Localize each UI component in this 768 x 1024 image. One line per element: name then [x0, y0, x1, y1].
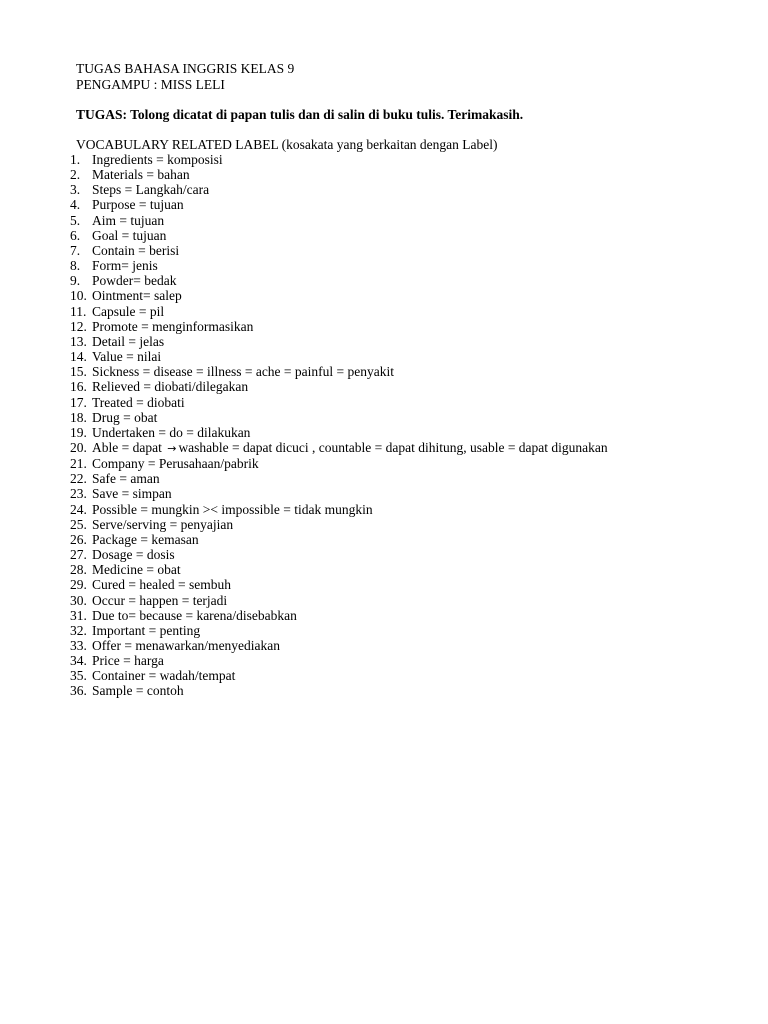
list-item-content: [92, 486, 172, 501]
list-item-number: 27.: [70, 547, 87, 563]
list-item-text: Form= jenis: [92, 258, 158, 274]
list-item: [70, 425, 608, 440]
list-item-text: Goal = tujuan: [92, 227, 167, 243]
list-item-text: Capsule = pil: [92, 303, 165, 319]
list-item-content: [92, 152, 223, 167]
list-item-number: 16.: [70, 379, 87, 395]
list-item-text: Dosage = dosis: [92, 547, 175, 563]
vocabulary-heading: VOCABULARY RELATED LABEL (kosakata yang berkaitan dengan Label): [76, 137, 498, 152]
list-item: [70, 577, 608, 592]
list-item: [70, 486, 608, 501]
list-item: [70, 349, 608, 364]
list-item-content: [92, 334, 164, 349]
list-item-content: [92, 197, 184, 212]
list-item-text: Aim = tujuan: [92, 212, 165, 228]
list-item-content: [92, 638, 280, 653]
list-item-number: 11.: [70, 303, 87, 319]
list-item: [70, 608, 608, 623]
list-item-number: 9.: [70, 273, 81, 289]
document-header: [76, 61, 294, 92]
list-item: [70, 243, 608, 258]
list-item: [70, 152, 608, 167]
list-item-content: [92, 425, 250, 440]
list-item-number: 29.: [70, 577, 87, 593]
list-item: [70, 288, 608, 303]
list-item-text: Drug = obat: [92, 409, 158, 425]
list-item: [70, 623, 608, 638]
list-item-text: Possible = mungkin >< impossible = tidak mungkin: [92, 501, 373, 517]
header-title: TUGAS BAHASA INGGRIS KELAS 9: [76, 61, 295, 76]
list-item: [70, 273, 608, 288]
list-item-text: Materials = bahan: [92, 167, 190, 183]
list-item-text: Purpose = tujuan: [92, 197, 184, 213]
list-item-content: [92, 182, 209, 197]
list-item-number: 35.: [70, 668, 87, 684]
list-item: [70, 197, 608, 212]
list-item-content: [92, 395, 185, 410]
list-item-content: [92, 273, 176, 288]
list-item: [70, 395, 608, 410]
task-instruction: TUGAS: Tolong dicatat di papan tulis dan di salin di buku tulis. Terimakasih.: [76, 107, 524, 122]
list-item: [70, 334, 608, 349]
list-item-content: [92, 683, 184, 698]
list-item: [70, 258, 608, 273]
list-item-number: 22.: [70, 471, 87, 487]
list-item-content: [92, 410, 157, 425]
list-item: [70, 547, 608, 562]
list-item-number: 17.: [70, 394, 87, 410]
list-item-number: 15.: [70, 364, 87, 380]
list-item: [70, 228, 608, 243]
list-item-number: 18.: [70, 409, 87, 425]
list-item: [70, 532, 608, 547]
list-item-text: Relieved = diobati/dilegakan: [92, 379, 249, 395]
list-item-text: Company = Perusahaan/pabrik: [92, 456, 259, 472]
list-item-text: Medicine = obat: [92, 562, 181, 578]
list-item: [70, 379, 608, 394]
list-item-number: 26.: [70, 531, 87, 547]
header-teacher: PENGAMPU : MISS LELI: [76, 76, 225, 92]
list-item-number: 25.: [70, 516, 87, 532]
list-item-text: Detail = jelas: [92, 333, 165, 349]
list-item-text: Container = wadah/tempat: [92, 668, 236, 684]
list-item-content: [92, 653, 164, 668]
list-item-text-extension: washable = dapat dicuci , countable = dapat dihitung, usable = dapat digunakan: [178, 439, 608, 455]
list-item-content: [92, 319, 253, 334]
list-item: [70, 410, 608, 425]
list-item-number: 12.: [70, 318, 87, 334]
list-item-content: [92, 349, 161, 364]
list-item-number: 2.: [70, 167, 81, 183]
list-item-text: Powder= bedak: [92, 273, 177, 289]
list-item-text: Sample = contoh: [92, 683, 184, 699]
list-item-text: Serve/serving = penyajian: [92, 516, 234, 532]
list-item-text: Treated = diobati: [92, 394, 185, 410]
list-item: [70, 471, 608, 486]
list-item: [70, 456, 608, 471]
list-item-content: [92, 213, 164, 228]
list-item-content: [92, 228, 166, 243]
list-item-content: [92, 288, 182, 303]
list-item-number: 20.: [70, 439, 87, 455]
list-item-text: Value = nilai: [92, 349, 162, 365]
list-item-number: 4.: [70, 197, 81, 213]
list-item-text: Safe = aman: [92, 471, 160, 487]
list-item-text: Due to= because = karena/disebabkan: [92, 607, 297, 623]
list-item-text: Occur = happen = terjadi: [92, 592, 228, 608]
list-item: [70, 167, 608, 182]
list-item: [70, 517, 608, 532]
list-item-content: [92, 562, 181, 577]
list-item-text: Save = simpan: [92, 486, 172, 502]
list-item-number: 8.: [70, 258, 81, 274]
list-item-text: Promote = menginformasikan: [92, 318, 254, 334]
list-item: [70, 213, 608, 228]
list-item-number: 28.: [70, 562, 87, 578]
list-item-number: 7.: [70, 242, 81, 258]
list-item-number: 10.: [70, 288, 87, 304]
list-item-text: Price = harga: [92, 653, 164, 669]
list-item-text: Contain = berisi: [92, 242, 180, 258]
list-item-text: Steps = Langkah/cara: [92, 182, 210, 198]
list-item-content: [92, 243, 179, 258]
list-item-content: [92, 547, 175, 562]
list-item: [70, 304, 608, 319]
list-item-number: 14.: [70, 349, 87, 365]
list-item-text: Ointment= salep: [92, 288, 182, 304]
list-item: [70, 182, 608, 197]
list-item-content: [92, 440, 608, 456]
list-item-content: [92, 532, 199, 547]
list-item-number: 3.: [70, 182, 81, 198]
list-item-content: [92, 502, 373, 517]
list-item-content: [92, 623, 200, 638]
list-item-number: 19.: [70, 424, 87, 440]
list-item-number: 31.: [70, 607, 87, 623]
list-item: [70, 319, 608, 334]
list-item-content: [92, 258, 158, 273]
list-item-text: Cured = healed = sembuh: [92, 577, 231, 593]
list-item: [70, 562, 608, 577]
list-item: [70, 638, 608, 653]
list-item-number: 24.: [70, 501, 87, 517]
list-item-content: [92, 517, 233, 532]
list-item-text: Undertaken = do = dilakukan: [92, 424, 251, 440]
list-item-text: Able = dapat: [92, 439, 162, 455]
list-item-text: Ingredients = komposisi: [92, 152, 223, 167]
list-item-content: [92, 304, 164, 319]
list-item-content: [92, 379, 248, 394]
list-item-content: [92, 668, 235, 683]
list-item-number: 13.: [70, 333, 87, 349]
list-item-content: [92, 471, 160, 486]
list-item-number: 5.: [70, 212, 81, 228]
list-item: [70, 502, 608, 517]
list-item-content: [92, 593, 227, 608]
list-item-number: 32.: [70, 622, 87, 638]
list-item: [70, 653, 608, 668]
list-item-content: [92, 456, 259, 471]
list-item-content: [92, 364, 394, 379]
list-item-number: 21.: [70, 456, 87, 472]
list-item-number: 30.: [70, 592, 87, 608]
list-item-number: 1.: [70, 152, 81, 167]
list-item-content: [92, 577, 231, 592]
list-item: [70, 440, 608, 456]
list-item-content: [92, 167, 190, 182]
list-item-text: Package = kemasan: [92, 531, 199, 547]
list-item-content: [92, 608, 297, 623]
list-item-number: 36.: [70, 683, 87, 699]
list-item-number: 6.: [70, 227, 81, 243]
list-item: [70, 683, 608, 698]
list-item-text: Important = penting: [92, 622, 201, 638]
list-item: [70, 593, 608, 608]
list-item: [70, 364, 608, 379]
vocabulary-list: [70, 152, 608, 699]
list-item-text: Sickness = disease = illness = ache = painful = penyakit: [92, 364, 395, 380]
list-item-number: 23.: [70, 486, 87, 502]
list-item-number: 34.: [70, 653, 87, 669]
list-item: [70, 668, 608, 683]
list-item-number: 33.: [70, 638, 87, 653]
list-item-text: Offer = menawarkan/menyediakan: [92, 638, 281, 653]
arrow-right-icon: →: [167, 441, 177, 455]
